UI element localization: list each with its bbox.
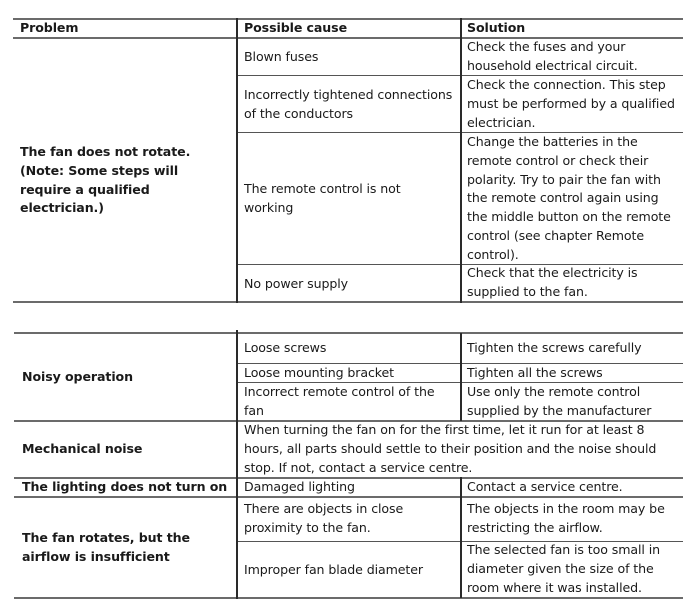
cause-cell: Incorrectly tightened connections of the conductors [244,86,453,121]
problem-airflow: The fan rotates, but the airflow is insufficient [22,529,190,564]
solution-cell: Contact a service centre. [467,479,623,494]
cause-cell: Loose screws [244,340,327,356]
header-problem: Problem [20,20,79,35]
cause-cell: There are objects in close proximity to the fan. [244,501,404,535]
cause-cell: Incorrect remote control of the fan [244,384,435,418]
solution-cell: Change the batteries in the remote control or check their polarity. Try to pair the fan with the remote control again using the middle button on the remote control (see chapter Remote control). [467,134,671,262]
problem-lighting: The lighting does not turn on [22,479,228,494]
cause-cell: Improper fan blade diameter [244,561,423,577]
cause-cell: Blown fuses [244,48,319,64]
cause-cell: Loose mounting bracket [244,365,395,380]
cause-cell: The remote control is not working [244,181,401,215]
solution-cell: The selected fan is too small in diameter given the size of the room where it was installed. [467,542,660,595]
header-possible-cause: Possible cause [244,20,348,35]
problem-noisy-operation: Noisy operation [22,368,133,384]
column-divider [460,333,462,421]
column-divider [236,330,238,599]
solution-cell: Use only the remote control supplied by the manufacturer [467,384,652,418]
problem-fan-not-rotate: The fan does not rotate. (Note: Some steps will require a qualified electrician.) [20,144,191,216]
solution-cell: Tighten all the screws [467,365,603,380]
solution-cell: Check the fuses and your household electrical circuit. [467,39,638,73]
solution-cell: The objects in the room may be restricting the airflow. [467,501,665,535]
problem-mechanical-noise: Mechanical noise [22,441,143,457]
column-divider [236,18,238,303]
cause-cell: Damaged lighting [244,479,355,494]
solution-cell: Check the connection. This step must be performed by a qualified electrician. [467,77,675,130]
cause-cell: No power supply [244,275,349,291]
mechanical-noise-text: When turning the fan on for the first time, let it run for at least 8 hours, all parts should settle to their position and the noise should stop. If not, contact a service centre. [244,422,657,475]
column-divider [460,18,462,303]
solution-cell: Tighten the screws carefully [467,340,642,356]
column-divider [460,477,462,598]
table1-top-border [13,18,683,20]
solution-cell: Check that the electricity is supplied to the fan. [467,265,638,299]
header-solution: Solution [467,20,526,35]
